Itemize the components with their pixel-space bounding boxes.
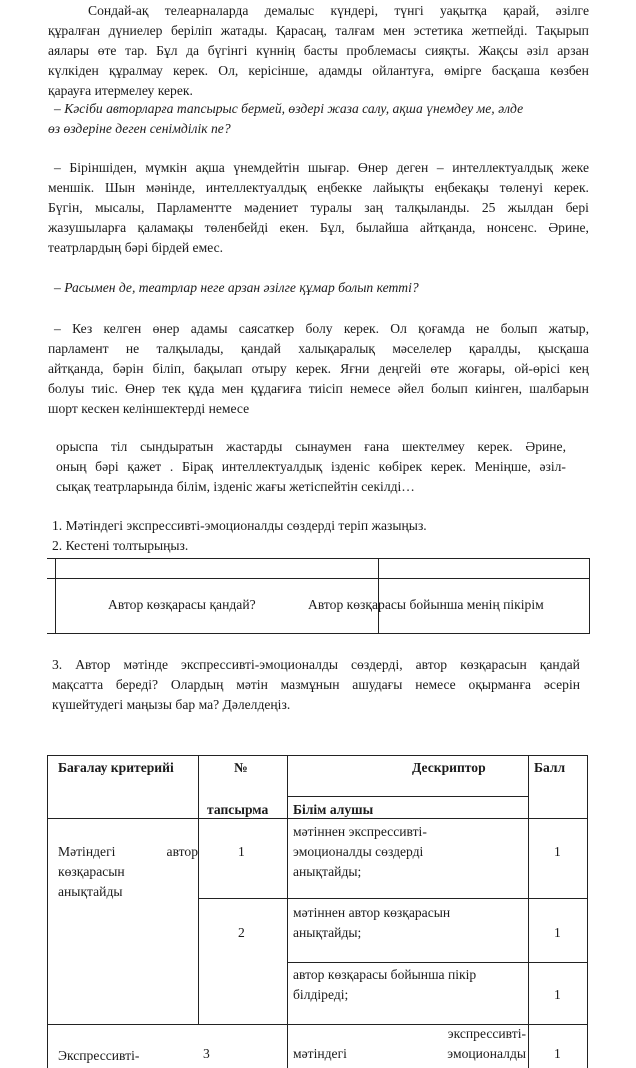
word: сындыратын: [140, 439, 214, 454]
word: әзілге: [555, 3, 589, 18]
descriptor-word: мәтіндегі: [293, 1046, 347, 1061]
word: телеарналарда: [164, 3, 249, 18]
word: Кез: [72, 321, 93, 336]
word: немесе: [350, 381, 391, 396]
word: жоғары,: [458, 361, 506, 376]
word: келген: [103, 321, 142, 336]
paragraph-2-last-line: [48, 238, 589, 258]
word: түнгі: [394, 3, 424, 18]
paragraph-3-last-line: [48, 399, 589, 419]
word: күндері,: [330, 3, 379, 18]
header-criteria: Бағалау критерийі: [58, 760, 174, 775]
word: ашудағы: [352, 677, 403, 692]
table-line: [47, 578, 590, 579]
word: бақылап: [193, 361, 243, 376]
word: меншік.: [48, 180, 95, 195]
text-line: [48, 319, 589, 339]
criterion-2: Экспрессивті-: [58, 1048, 140, 1063]
word: керек.: [477, 439, 513, 454]
word: керек.: [430, 459, 466, 474]
word: мүмкін: [145, 160, 188, 175]
text-line: [48, 359, 589, 379]
table-line: [198, 898, 588, 899]
word: қажет: [127, 459, 162, 474]
word: болып: [431, 381, 468, 396]
descriptor-line: білдіреді;: [293, 987, 349, 1002]
word: күннің: [256, 43, 296, 58]
word: ақша: [195, 160, 225, 175]
row-1-number: 1: [238, 844, 245, 859]
word: дүниелер: [108, 23, 163, 38]
text-line: [48, 41, 589, 61]
paragraph-1-last-line: [48, 81, 589, 101]
descriptor-line: эмоционалды сөздерді: [293, 844, 424, 859]
word: басқаша: [491, 63, 540, 78]
text-line: [56, 437, 566, 457]
table-line: [47, 558, 590, 559]
table-line: [287, 755, 288, 1068]
word: қандай: [240, 341, 281, 356]
word: Бүгін,: [48, 200, 83, 215]
criterion-1-line: [58, 842, 198, 862]
table-1-header-col1: Автор көзқарасы қандай?: [108, 597, 256, 612]
word: қоғамда: [418, 321, 465, 336]
row-4-score: 1: [554, 1046, 561, 1061]
criterion-word: автор: [166, 844, 198, 859]
row-2-score: 1: [554, 925, 561, 940]
word: жатыр,: [548, 321, 589, 336]
word: оның: [56, 459, 87, 474]
word: құдағиға: [250, 381, 302, 396]
word: Олардың: [170, 677, 224, 692]
text-line: [48, 61, 589, 81]
word: мәселелер: [392, 341, 452, 356]
word: әзіл: [526, 43, 549, 58]
table-line: [589, 558, 590, 634]
header-descriptor: Дескриптор: [412, 760, 486, 775]
word: әсерін: [543, 677, 580, 692]
word: проблемасы: [346, 43, 417, 58]
text-line: [48, 339, 589, 359]
word: ойлантуға,: [372, 63, 434, 78]
word: отыру: [251, 361, 287, 376]
word: Әрине,: [548, 220, 589, 235]
task-3: [52, 655, 580, 695]
word: төленбейді: [204, 220, 269, 235]
word: құралған: [48, 23, 101, 38]
row-2-descriptor: [293, 903, 450, 943]
word: не: [125, 341, 140, 356]
descriptor-word: эмоционалды: [447, 1046, 526, 1061]
word: 3.: [52, 657, 63, 672]
word: бері: [565, 200, 589, 215]
word: Тақырып: [536, 23, 589, 38]
word: былайша: [355, 220, 409, 235]
table-1-header-col2: Автор көзқарасы бойынша менің пікірім: [308, 597, 544, 612]
word: береді?: [115, 677, 159, 692]
word: болу: [305, 321, 333, 336]
word: 25: [481, 200, 496, 215]
word: тар.: [125, 43, 148, 58]
word: беріліп: [171, 23, 213, 38]
paragraph-3: [48, 319, 589, 399]
word: болып: [500, 321, 538, 336]
word: автор: [415, 657, 448, 672]
word: жеке: [561, 160, 589, 175]
criterion-word: көзқарасын: [58, 864, 125, 879]
word: мақсатта: [52, 677, 104, 692]
word: Шын: [104, 180, 136, 195]
word: мен: [383, 23, 406, 38]
word: туралы: [310, 200, 352, 215]
word: біліп,: [152, 361, 185, 376]
criterion-word: Мәтіндегі: [58, 844, 116, 859]
word: деген: [396, 160, 429, 175]
paragraph-1: [48, 1, 589, 81]
line-text: өз өздеріне деген сенімділік пе?: [48, 121, 231, 136]
row-3-descriptor: [293, 965, 476, 1005]
descriptor-line: мәтіннен автор көзқарасын: [293, 905, 451, 920]
word: шалбарын: [529, 381, 589, 396]
word: күлкіден: [48, 63, 99, 78]
word: не: [476, 321, 490, 336]
line-text: 1. Мәтіндегі экспрессивті-эмоционалды сөздерді теріп жазыңыз.: [52, 518, 427, 533]
word: Парламентте: [156, 200, 232, 215]
word: жылдан: [507, 200, 554, 215]
word: оқырманға: [468, 677, 532, 692]
word: тиісіп: [308, 381, 343, 396]
line-text: 2. Кестені толтырыңыз.: [52, 538, 189, 553]
word: да: [186, 43, 200, 58]
row-4-number: 3: [203, 1046, 210, 1061]
word: төленуі: [499, 180, 544, 195]
word: кең: [569, 361, 589, 376]
word: тиіс.: [91, 381, 118, 396]
text-line: [48, 178, 589, 198]
text-line: [48, 21, 589, 41]
word: жастарды: [226, 439, 283, 454]
descriptor-line: мәтіннен экспрессивті-: [293, 824, 427, 839]
word: киінген,: [475, 381, 523, 396]
word: Ол: [390, 321, 407, 336]
word: қаламақы: [137, 220, 194, 235]
word: шығар.: [307, 160, 350, 175]
word: әйел: [397, 381, 424, 396]
word: демалыс: [264, 3, 315, 18]
word: жазушыларға: [48, 220, 127, 235]
word: саясаткер: [238, 321, 295, 336]
word: мәтін: [236, 677, 268, 692]
row-1-descriptor: [293, 822, 427, 882]
word: екен.: [279, 220, 309, 235]
word: керек.: [172, 63, 209, 78]
line-text: шорт кескен келіншектерді немесе: [48, 401, 250, 416]
word: керек.: [343, 321, 379, 336]
word: мәтінде: [123, 657, 169, 672]
header-number: №: [234, 760, 248, 775]
row-2-number: 2: [238, 925, 245, 940]
word: Жақсы: [478, 43, 518, 58]
row-3-score: 1: [554, 987, 561, 1002]
word: Ол,: [218, 63, 239, 78]
word: арзан: [557, 43, 589, 58]
word: еңбекке: [317, 180, 363, 195]
word: интеллектуалдық: [205, 180, 307, 195]
word: талқыланды.: [395, 200, 470, 215]
word: интеллектуалдық: [452, 160, 553, 175]
word: құда: [188, 381, 215, 396]
word: Бұл,: [319, 220, 345, 235]
word: өте: [430, 361, 450, 376]
word: мазмұнын: [280, 677, 340, 692]
word: жатады.: [220, 23, 268, 38]
word: адамды: [318, 63, 363, 78]
table-line: [287, 796, 528, 797]
word: заң: [364, 200, 383, 215]
word: Өнер: [358, 160, 388, 175]
text-line: [48, 218, 589, 238]
word: Бұл: [156, 43, 178, 58]
table-line: [198, 755, 199, 1024]
word: интеллектуалдық: [221, 459, 323, 474]
word: жетпейді.: [471, 23, 528, 38]
word: шектелмеу: [401, 439, 465, 454]
paragraph-4: [56, 437, 566, 477]
word: Қарасаң,: [275, 23, 327, 38]
word: эстетика: [413, 23, 464, 38]
row-4-descriptor-a: экспрессивті-: [447, 1026, 526, 1041]
word: Автор: [75, 657, 111, 672]
table-line: [47, 755, 48, 1068]
word: қысқаша: [538, 341, 589, 356]
task-2: [52, 536, 592, 556]
header-task: тапсырма: [207, 802, 269, 817]
word: сынаумен: [295, 439, 352, 454]
word: ізденіс: [330, 459, 370, 474]
word: керек.: [553, 180, 589, 195]
word: қарай,: [503, 3, 540, 18]
word: Біріншіден,: [69, 160, 137, 175]
word: Бірақ: [182, 459, 214, 474]
word: бәрін: [112, 361, 144, 376]
word: мәнінде,: [145, 180, 196, 195]
word: әзіл-: [539, 459, 566, 474]
table-line: [287, 962, 588, 963]
line-text: театрлардың бәрі бірдей емес.: [48, 240, 223, 255]
line-text: қарауға итермелеу керек.: [48, 83, 193, 98]
word: еңбекақы: [434, 180, 489, 195]
word: Сондай-ақ: [88, 3, 149, 18]
word: талғам: [335, 23, 375, 38]
text-line: [52, 655, 580, 675]
word: –: [54, 160, 61, 175]
word: лайықты: [372, 180, 424, 195]
word: халықаралық: [298, 341, 376, 356]
word: ғана: [364, 439, 390, 454]
word: –: [436, 160, 444, 175]
word: көбірек: [378, 459, 423, 474]
line-text: – Расымен де, театрлар неге арзан әзілге құмар болып кетті?: [54, 280, 419, 295]
header-learner: Білім алушы: [293, 802, 374, 817]
header-score: Балл: [534, 760, 566, 775]
criterion-word: анықтайды: [58, 884, 123, 899]
word: талқылады,: [156, 341, 224, 356]
table-line: [587, 755, 588, 1068]
table-line: [528, 755, 529, 1068]
line-text: сықақ театрларында білім, ізденіс жағы жетіспейтін секілді…: [56, 479, 415, 494]
word: тіл: [110, 439, 128, 454]
word: сөздерді,: [351, 657, 403, 672]
word: қаралды,: [468, 341, 521, 356]
word: аялары: [48, 43, 90, 58]
word: Өнер: [125, 381, 156, 396]
word: болуы: [48, 381, 85, 396]
word: парламент: [48, 341, 109, 356]
line-text: күшейтудегі маңызы бар ма? Дәлелдеңіз.: [52, 697, 291, 712]
word: Меніңше,: [474, 459, 531, 474]
word: керісінше,: [248, 63, 309, 78]
word: адамы: [190, 321, 228, 336]
criterion-1: [58, 842, 198, 902]
text-line: [56, 457, 566, 477]
word: өте: [97, 43, 117, 58]
word: қандай: [539, 657, 580, 672]
word: бәрі: [95, 459, 119, 474]
word: сияқты.: [425, 43, 470, 58]
text-line: [48, 1, 589, 21]
text-line: [48, 158, 589, 178]
word: ой-өрісі: [514, 361, 561, 376]
word: айтқанда,: [48, 361, 104, 376]
word: көзқарасын: [460, 657, 527, 672]
paragraph-2: [48, 158, 589, 238]
word: мысалы,: [94, 200, 145, 215]
word: деңгейі: [378, 361, 422, 376]
descriptor-line: автор көзқарасы бойынша пікір: [293, 967, 477, 982]
word: үнемдейтін: [233, 160, 300, 175]
text-line: [52, 675, 580, 695]
table-line: [55, 558, 56, 634]
paragraph-4-last-line: [56, 477, 566, 497]
word: көзбен: [550, 63, 589, 78]
word: тек: [162, 381, 181, 396]
word: керек.: [295, 361, 331, 376]
text-line: [48, 198, 589, 218]
row-1-score: 1: [554, 844, 561, 859]
task-3-last-line: [52, 695, 580, 715]
word: экспрессивті-эмоционалды: [181, 657, 339, 672]
word: орыспа: [56, 439, 99, 454]
word: немесе: [415, 677, 456, 692]
word: уақытқа: [439, 3, 487, 18]
word: –: [54, 321, 61, 336]
descriptor-line: анықтайды;: [293, 864, 362, 879]
text-line: [48, 379, 589, 399]
table-line: [47, 755, 588, 756]
table-line: [47, 633, 590, 634]
question-2: [54, 278, 589, 298]
word: Әрине,: [525, 439, 566, 454]
word: бүгінгі: [207, 43, 248, 58]
task-1: [52, 516, 592, 536]
word: басты: [303, 43, 338, 58]
word: айтқанда,: [419, 220, 476, 235]
word: өнер: [152, 321, 180, 336]
word: мәдениет: [244, 200, 299, 215]
row-4-descriptor-b: [293, 1044, 526, 1064]
word: өмірге: [444, 63, 482, 78]
word: мен: [221, 381, 244, 396]
line-text: – Кәсіби авторларға тапсырыс бермей, өздері жаза салу, ақша үнемдеу ме, әлде: [54, 101, 524, 116]
question-1: [48, 99, 589, 139]
word: нонсенс.: [486, 220, 538, 235]
descriptor-line: анықтайды;: [293, 925, 362, 940]
word: Яғни: [340, 361, 370, 376]
word: .: [169, 459, 174, 474]
word: құралмау: [108, 63, 163, 78]
